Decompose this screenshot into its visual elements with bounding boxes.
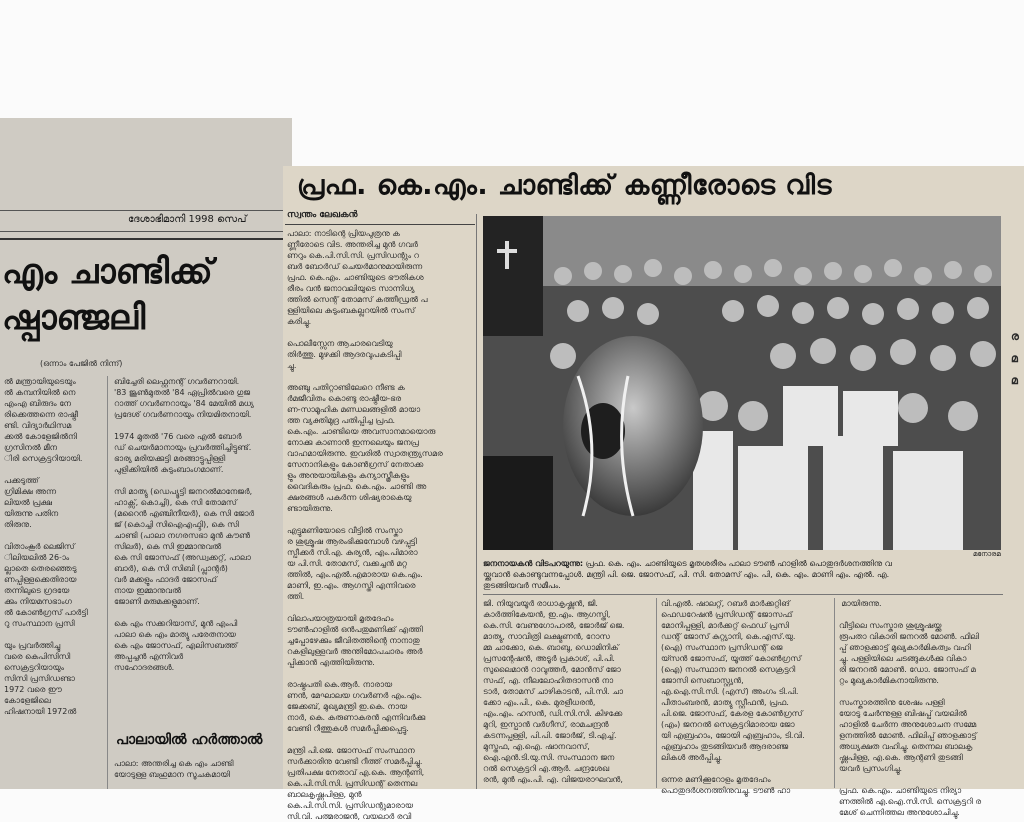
byline: സ്വന്തം ലേഖകൻ: [287, 210, 358, 220]
photo-credit: മനോരമ: [973, 550, 1001, 558]
left-subhead: പാലായിൽ ഹർത്താൽ: [116, 732, 263, 748]
article-column-3: വി.എൽ. ഷാലറ്റ്, റബർ മാർക്കറ്റിങ് ഫെഡറേഷൻ പ്രസിഡന്റ് ജോസഫ് മോനിപ്പള്ളി, മാർക്കറ്റ് ഫെഡ് പ്രസി ഡന്റ് ജോസ് കുറ്റ്യാനി, കെ.എസ്.യു. (ഐ) സംസ്ഥാന പ്രസിഡന്റ് ജെ യ്സൻ ജോസഫ്, യൂത്ത് കോൺഗ്രസ് (ഐ) സംസ്ഥാന ജനറൽ സെക്രട്ടറി ജോസി സെബാസ്റ്റ്യൻ, എ.ഐ.സി.സി. (എസ്) അംഗം ടി.പി. പീതാംബരൻ, മാത്യു സ്റ്റീഫൻ, പ്രഫ. പി.ജെ. ജോസഫ്, കേരള കോൺഗ്രസ് (എം) ജനറൽ സെക്രട്ടറിമാരായ ജോ യി എബ്രഹാം, ജോയി എബ്രഹാം, ടി.വി. എബ്രഹാം തുടങ്ങിയവർ ആദരാഞ്ജ ലികൾ അർപ്പിച്ചു. ഒന്നര മണിക്കൂറോളം മൃതദേഹം പൊതുദർശനത്തിനുവച്ചു. ടൗൺ ഹാ: [661, 599, 805, 795]
masthead-strip: [0, 210, 292, 232]
funeral-procession-photo: [483, 216, 1001, 550]
photo-caption: [483, 558, 1003, 591]
caption-label: ജനനായകൻ വിടപറയുന്നു:: [483, 559, 584, 568]
left-column-a: ൽ മന്ത്രായിയുടെയും ൽ കമ്പനിയിൽ നെ എംഎ ബിരുദം നേ രിക്കെത്തന്നെ രാഷ്ട്രീ ണ്ടി. വിദ്യാർഥിസമ ക്കൽ കോളേജിൽനി ഗ്രസിനൽ മീന ിരി സെക്രട്ടറിയായി. പക്കടുത്ത് ഗ്രിമിക്ഷ അന്ന ലിയൽ പ്രക്ഷ യിരുന്നു പതിന തിരുനു. വിതാംകൂർ ലെജിസ് ിലിയലിൽ 26-ാം ല്ലാതെ തെരഞ്ഞെടു ണപ്പിള്ളക്കെതിരായ തന്നിലുടെ ഗ്രദയേ ക്കും നിയമസഭാംഗ ൽ കോൺഗ്രസ് പാർട്ടി റു സംസ്ഥാന പ്രസി യും പ്രവർത്തിച്ചു വരെ കെപിസിസി സെക്രട്ടറിയായും സിസി പ്രസിഡണ്ടാ 1972 വരെ ഈ കോളേജിലെ ഹിഷനായി 1972ൽ: [4, 377, 88, 716]
byline-bar: [285, 210, 475, 225]
article-column-4: മായിരുന്നു. വീട്ടിലെ സംസ്കാര ശുശ്രൂഷയ്ക്കു രൂപതാ വികാരി ജനറൽ മോൺ. ഫിലി പ്പ് ഞാളക്കാട്ട് മുഖ്യകാർമികത്വം വഹി ച്ചു. പള്ളിയിലെ ചടങ്ങുകൾക്കു വികാ രി ജനറൽ മോൺ. ഡോ. ജോസഫ് മ റ്റം മുഖ്യകാർമികനായിരുന്നു. സംസ്കാരത്തിനു ശേഷം പള്ളി യോടു ചേർന്നുള്ള ബിഷപ്പ് വയലിൽ ഹാളിൽ ചേർന്ന അനുശോചന സമ്മേ ളനത്തിൽ മോൺ. ഫിലിപ്പ് ഞാളക്കാട്ട് അധ്യക്ഷത വഹിച്ചു. തെന്നല ബാലകൃ ഷ്ണപിള്ള, എ.കെ. ആന്റണി തുടങ്ങി യവർ പ്രസംഗിച്ചു. പ്രഫ. കെ.എം. ചാണ്ടിയുടെ നിര്യാ ണത്തിൽ എ.ഐ.സി.സി. സെക്രട്ടറി ര മേശ് ചെന്നിത്തല അനുശോചിച്ചു.: [839, 599, 982, 817]
left-column-b-end: പാലാ: അന്തരിച്ച കെ എം ചാണ്ടി യോടുള്ള ബഹുമാന സൂചകമായി: [114, 759, 234, 779]
column-divider: [656, 598, 657, 788]
left-column-b: ബിച്ചേരി ലെഫ്റ്റനന്റ് ഗവർണറായി. '83 ജൂൺമുതൽ '84 ഏപ്രിൽവരെ ഗുജ റാത്ത് ഗവർണറായും '84 മേയിൽ മധ്യ പ്രദേശ് ഗവർണറായും നിയമിതനായി. 1974 മുതൽ '76 വരെ എൽ ബോർ ഡ് ചെയർമാനായും പ്രവർത്തിച്ചിട്ടുണ്ട്. ഭാര്യ മരിയക്കുട്ടി മരങ്ങാട്ടുപ്പിള്ളി പുളിക്കിയിൽ കുടുംബാംഗമാണ്. സി മാത്യു (ഡെപ്യൂട്ടി ജനറൽമാനേജർ, ഹാക്സ്, കൊച്ചി), കെ സി തോമസ് (മറൈൻ എഞ്ചിനീയർ), കെ സി ജോർ ജ് (കൊച്ചി സിഐഎഫ്ടി), കെ സി ചാണ്ടി (പാലാ നഗരസഭാ മുൻ കൗൺ സിലർ), കെ സി ഇമ്മാനുവൽ കെ സി ജോസഫ് (അഡ്വക്കറ്റ്, പാലാ ബാർ), കെ സി സിബി (പ്ലാന്റർ) വർ മക്കളും ഫാദർ ജോസഫ് നായ ഇമ്മാനുവൽ ജോണി മരുമക്കളുമാണ്. കെ എം സക്കറിയാസ്, മുൻ എംപി പാലാ കെ എം മാത്യു പരേതനായ കെ എം ജോസഫ്, എലിസബത്ത് അപ്പച്ചൻ എന്നിവർ സഹോദരങ്ങൾ.: [114, 377, 255, 672]
left-headline-line-2: ഷ്പാഞ്ജലി: [2, 298, 146, 338]
left-headline-line-1: എം ചാണ്ടിക്ക്: [2, 252, 213, 292]
crowd-image: [483, 216, 1001, 550]
article-column-2: ജി. നിയുവയൂർ രാധാകൃഷ്ണൻ, ജി. കാർത്തികേയൻ, ഇ.എം. ആഗസ്തി, കെ.സി. വേണുഗോപാൽ, ജോർജ് ജെ. മാത്യു, സാവിത്രി ലക്ഷ്മണൻ, റോസ മ്മ ചാക്കോ, കെ. ബാബു, ഡൊമിനിക് പ്രസന്റേഷൻ, അടൂർ പ്രകാശ്, പി.പി. സുലൈമാൻ റാവുത്തർ, മോൻസ് ജോ സഫ്, എ. നീലലോഹിതദാസൻ നാ ടാർ, തോമസ് ചാഴികാടൻ, പി.സി. ചാ ക്കോ എം.പി., കെ. മുരളീധരൻ, എം.എം. ഹസൻ, ഡി.സി.സി. കിഴക്കേ മുറി, ഇസ്പാൻ വർഗീസ്, രാമചന്ദ്രൻ കടന്നപ്പള്ളി, പി.പി. ജോർജ്, ടി.എച്ച്. മുസ്തഫ, എ.ഐ. ഷാനവാസ്, ഐ.എൻ.ടി.യു.സി. സംസ്ഥാന ജന റൽ സെക്രട്ടറി എ.ആർ. ചന്ദ്രശേഖ രൻ, മുൻ എം.പി. എ. വിജയരാഘവൻ,: [483, 599, 625, 784]
column-divider: [834, 598, 835, 788]
rule-line: [0, 238, 292, 240]
main-headline: പ്രഫ. കെ.എം. ചാണ്ടിക്ക് കണ്ണീരോടെ വിട: [297, 170, 832, 201]
continued-note: (ഒന്നാം പേജിൽ നിന്ന്): [40, 359, 123, 368]
column-divider: [476, 214, 477, 789]
right-newspaper-clipping: [283, 166, 1024, 821]
masthead-text: ദേശാഭിമാനി 1998 സെപ്: [128, 214, 247, 225]
column-divider: [107, 376, 108, 789]
article-intro-column: പാലാ: നാടിന്റെ പ്രിയപുത്രനു ക ണ്ണീരോടെ വിട. അന്തരിച്ച മുൻ ഗവർ ണറും കെ.പി.സി.സി. പ്രസിഡന്റും റ ബർ ബോർഡ് ചെയർമാനുമായിരുന്ന പ്രഫ. കെ.എം. ചാണ്ടിയുടെ ഭൗതികശ രീരം വൻ ജനാവലിയുടെ സാന്നിധ്യ ത്തിൽ സെന്റ് തോമസ് കത്തീഡ്രൽ പ ള്ളിയിലെ കുടുംബകല്ലറയിൽ സംസ് കരിച്ചു. പൊലീസ്സേന ആചാരവെടിയു തിർത്തു. മുഴക്കി ആദരവുപകടിപ്പി ച്ചു. അഞ്ചു പതിറ്റാണ്ടിലേറെ നീണ്ട ക ർമജീവിതം കൊണ്ടു രാഷ്ട്രീയ-ഭര ണ-സാമൂഹിക മണ്ഡലങ്ങളിൽ മായാ ത്ത വ്യക്തിമുദ്ര പതിപ്പിച്ച പ്രഫ. കെ.എം. ചാണ്ടിയെ അവസാനമായൊരു നോക്കു കാണാൻ ഇന്നലെയും ജനപ്ര വാഹമായിരുന്നു. ഇവരിൽ സ്വാതന്ത്ര്യസമര സേനാനികളും കോൺഗ്രസ് നേതാക്ക ളും അനുയായികളും കന്യാസ്ത്രീകളും വൈദികരും പ്രഫ. കെ.എം. ചാണ്ടി അ ക്ഷരങ്ങൾ പകർന്ന ശിഷ്യരാകെയു ണ്ടായിരുന്നു. എട്ടുമണിയോടെ വീട്ടിൽ സംസ്കാ ര ശുശ്രൂഷ ആരംഭിക്കുമ്പോൾ വഴപ്പുട്ടി സ്പീക്കർ സി.എ. കുര്യൻ, എം.പിമാരാ യ പി.സി. തോമസ്, വക്കച്ചൻ മറ്റ ത്തിൽ, എം.എൽ.എമാരായ കെ.എം. മാണി, ഇ.എം. ആഗസ്തി എന്നിവരെ ത്തി. വിലാപയാത്രയായി മൃതദേഹം ടൗൺഹാളിൽ ഒൻപതുമണിക്ക് എത്തി ച്ചപ്പോഴേക്കും ജീവിതത്തിന്റെ നാനാതു റകളിലുള്ളവർ അന്തിമോപചാരം അർ പ്പിക്കാൻ എത്തിയിരുന്നു. രാഷ്ട്രപതി കെ.ആർ. നാരായ ണൻ, മേഘാലയ ഗവർണർ എം.എം. ജേക്കബ്, മുഖ്യമന്ത്രി ഇ.കെ. നായ നാർ, കെ. കരുണാകരൻ എന്നിവർക്കു വേണ്ടി റീത്തുകൾ സമർപ്പിക്കപ്പെട്ടു. മന്ത്രി പി.ജെ. ജോസഫ് സംസ്ഥാന സർക്കാരിനു വേണ്ടി റീത്ത് സമർപ്പിച്ചു. പ്രതിപക്ഷ നേതാവ് എ.കെ. ആന്റണി, കെ.പി.സി.സി. പ്രസിഡന്റ് തെന്നല ബാലകൃഷ്ണപിള്ള, മുൻ കെ.പി.സി.സി. പ്രസിഡന്റുമാരായ സി.വി. പത്മരാജൻ, വയലാർ രവി: [287, 229, 443, 821]
edge-letters: ര മ മ: [1011, 330, 1019, 387]
caption-rule: [483, 594, 1003, 595]
left-newspaper-clipping: [0, 118, 292, 789]
caption-text: പ്രഫ. കെ. എം. ചാണ്ടിയുടെ മൃതശരീരം പാലാ ടൗൺ ഹാളിൽ പൊതുദർശനത്തിനു വ യ്ക്കുവാൻ കൊണ്ടുവന്നപ്പോൾ. മന്ത്രി പി. ജെ. ജോസഫ്, പി. സി. തോമസ് എം. പി, കെ. എം. മാണി എം. എൽ. എ. തുടങ്ങിയവർ സമീപം.: [483, 559, 892, 590]
